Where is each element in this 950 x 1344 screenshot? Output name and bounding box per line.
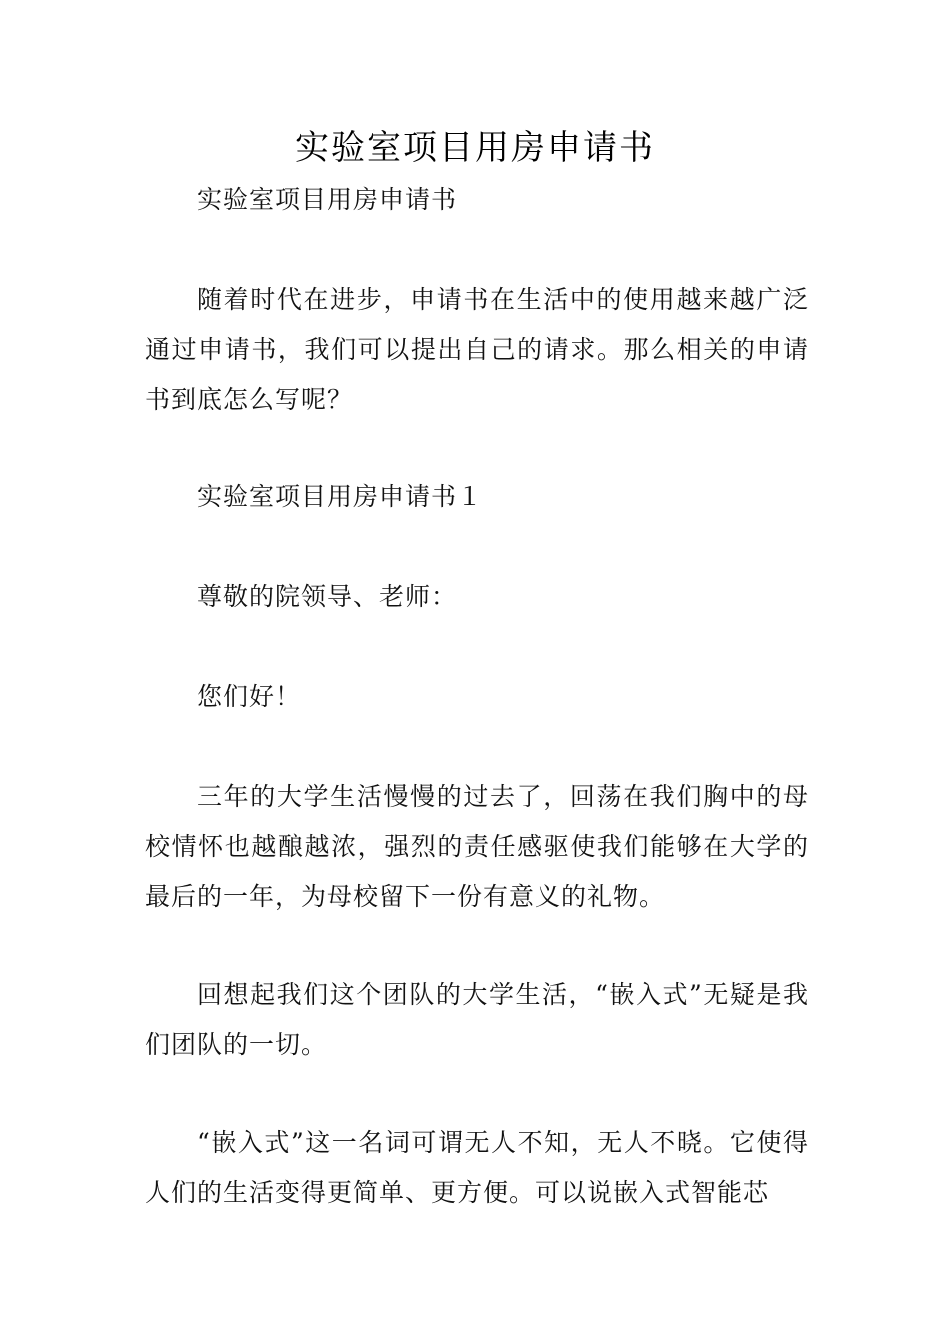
- subtitle-paragraph: 实验室项目用房申请书: [197, 185, 458, 214]
- salutation-paragraph: 尊敬的院领导、老师：: [197, 582, 458, 611]
- body-paragraph: 回想起我们这个团队的大学生活，“嵌入式”无疑是我们团队的一切。: [145, 980, 809, 1059]
- body-paragraph: “嵌入式”这一名词可谓无人不知，无人不晓。它使得人们的生活变得更简单、更方便。可以说嵌入式智能芯: [145, 1128, 809, 1207]
- section-heading: 实验室项目用房申请书１: [197, 482, 484, 511]
- greeting-paragraph: 您们好！: [197, 682, 302, 711]
- body-paragraph: 三年的大学生活慢慢的过去了，回荡在我们胸中的母校情怀也越酿越浓，强烈的责任感驱使我们能够在大学的最后的一年，为母校留下一份有意义的礼物。: [145, 782, 809, 911]
- intro-paragraph: 随着时代在进步，申请书在生活中的使用越来越广泛通过申请书，我们可以提出自己的请求。那么相关的申请书到底怎么写呢？: [145, 285, 809, 414]
- document-title: 实验室项目用房申请书: [295, 128, 655, 168]
